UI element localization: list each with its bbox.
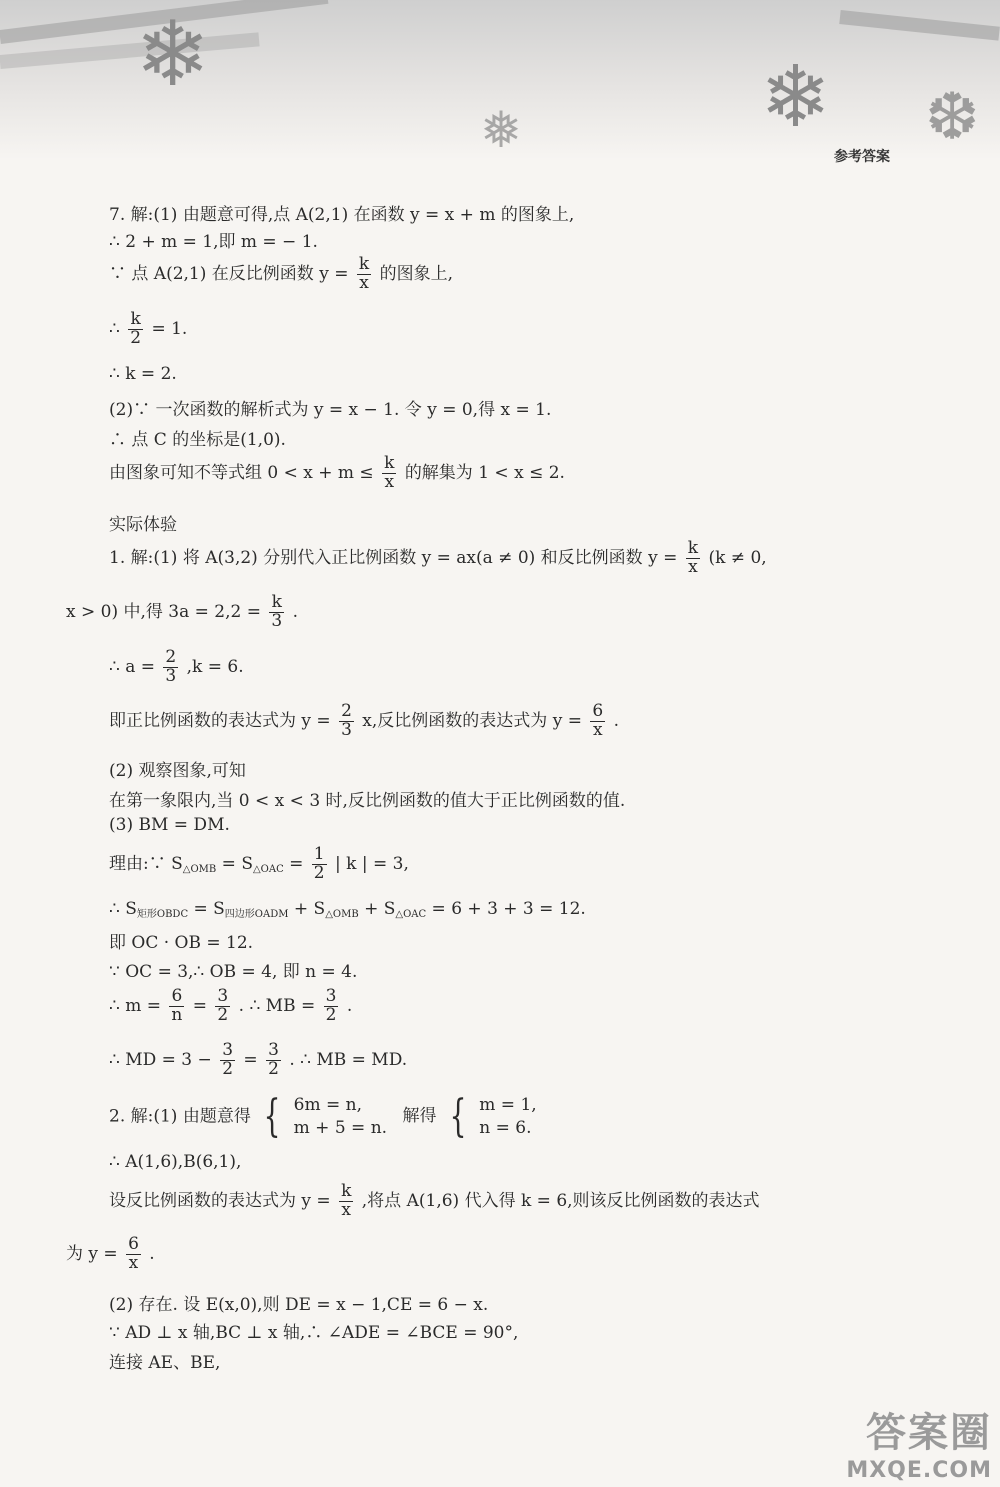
text-line: (2)∵ 一次函数的解析式为 y = x − 1. 令 y = 0,得 x = 1. [109, 400, 552, 420]
text-line: 7. 解:(1) 由题意可得,点 A(2,1) 在函数 y = x + m 的图象上, [109, 205, 575, 225]
fraction: $\frac{k}{x}$ [341, 1181, 352, 1220]
equation-system: m = 1, n = 6. [479, 1095, 537, 1138]
text-line: 即 OC · OB = 12. [109, 933, 254, 953]
fraction: $\frac{6}{x}$ [128, 1234, 139, 1273]
text-line: ∵ 点 A(2,1) 在反比例函数 y = $\frac{k}{x}$ 的图象上, [109, 254, 453, 293]
text-line: (2) 观察图象,可知 [109, 761, 246, 781]
fraction: $\frac{1}{2}$ [313, 844, 325, 883]
text-line: 在第一象限内,当 0 < x < 3 时,反比例函数的值大于正比例函数的值. [109, 791, 626, 811]
fraction: $\frac{6}{x}$ [592, 701, 604, 740]
text-line: (2) 存在. 设 E(x,0),则 DE = x − 1,CE = 6 − x. [109, 1295, 489, 1315]
text-line: ∴ a = $\frac{2}{3}$ ,k = 6. [109, 647, 244, 686]
snowflake-icon: ❄ [135, 2, 211, 107]
fraction: $\frac{k}{x}$ [384, 453, 395, 492]
text-line: 即正比例函数的表达式为 y = $\frac{2}{3}$ x,反比例函数的表达式为 y = $\frac{6}{x}$ . [109, 701, 619, 740]
text-line: 1. 解:(1) 将 A(3,2) 分别代入正比例函数 y = ax(a ≠ 0) 和反比例函数 y = $\frac{k}{x}$ (k ≠ 0, [109, 538, 767, 577]
text-line: (3) BM = DM. [109, 815, 230, 835]
text-line: ∵ AD ⊥ x 轴,BC ⊥ x 轴,∴ ∠ADE = ∠BCE = 90°, [109, 1323, 519, 1343]
text-line: ∵ OC = 3,∴ OB = 4, 即 n = 4. [109, 962, 358, 982]
fraction: $\frac{3}{2}$ [222, 1040, 234, 1079]
fraction: $\frac{2}{3}$ [341, 701, 352, 740]
text-line: 连接 AE、BE, [109, 1353, 221, 1373]
snowflake-icon: ❅ [480, 101, 522, 159]
text-line: 理由:∵ $S_{\triangle OMB} = S_{\triangle OAC}$ = $\frac{1}{2}$ | k | = 3, [109, 844, 409, 883]
brace: { [263, 1090, 281, 1142]
text-line: ∴ 点 C 的坐标是(1,0). [109, 430, 286, 450]
fraction: $\frac{6}{n}$ [171, 986, 183, 1025]
text-line: 设反比例函数的表达式为 y = $\frac{k}{x}$ ,将点 A(1,6) 代入得 k = 6,则该反比例函数的表达式 [109, 1181, 760, 1220]
text-line: 2. 解:(1) 由题意得 { 6m = n, m + 5 = n. 解得 { m = 1, n = 6. [109, 1090, 537, 1142]
text-line: ∴ k = 2. [109, 364, 177, 384]
text-line: ∴ 2 + m = 1,即 m = − 1. [109, 232, 318, 252]
fraction: $\frac{k}{x}$ [687, 538, 699, 577]
fraction: $\frac{k}{2}$ [130, 309, 142, 348]
header-label: 参考答案 [834, 149, 890, 165]
text-line: ∴ A(1,6),B(6,1), [109, 1152, 242, 1172]
watermark-logo: 答案圈 MXQE.COM [846, 1410, 992, 1483]
text-line: 为 y = $\frac{6}{x}$ . [66, 1234, 155, 1273]
brace: { [449, 1090, 467, 1142]
fraction: $\frac{3}{2}$ [325, 986, 337, 1025]
text-line: 由图象可知不等式组 0 < x + m ≤ $\frac{k}{x}$ 的解集为 1 < x ≤ 2. [109, 453, 565, 492]
section-title: 实际体验 [109, 515, 177, 535]
text-line: ∴ m = $\frac{6}{n}$ = $\frac{3}{2}$ . ∴ MB = $\frac{3}{2}$ . [109, 986, 353, 1025]
snowflake-icon: ❄ [760, 48, 832, 147]
text-line: ∴ MD = 3 − $\frac{3}{2}$ = $\frac{3}{2}$ . ∴ MB = MD. [109, 1040, 408, 1079]
equation-system: 6m = n, m + 5 = n. [293, 1095, 388, 1138]
fraction: $\frac{k}{3}$ [271, 592, 283, 631]
text-line: x > 0) 中,得 3a = 2,2 = $\frac{k}{3}$ . [66, 592, 299, 631]
text-line: ∴ $S_{矩形OBDC} = S_{四边形OADM} + S_{\triangle OMB} + S_{\triangle OAC} = 6 + 3 + 3 = 12$. [109, 899, 586, 920]
fraction: $\frac{3}{2}$ [268, 1040, 279, 1079]
snowflake-icon: ❆ [925, 80, 980, 155]
text-line: ∴ $\frac{k}{2}$ = 1. [109, 309, 188, 348]
fraction: $\frac{3}{2}$ [217, 986, 229, 1025]
fraction: $\frac{2}{3}$ [165, 647, 177, 686]
fraction: $\frac{k}{x}$ [358, 254, 370, 293]
